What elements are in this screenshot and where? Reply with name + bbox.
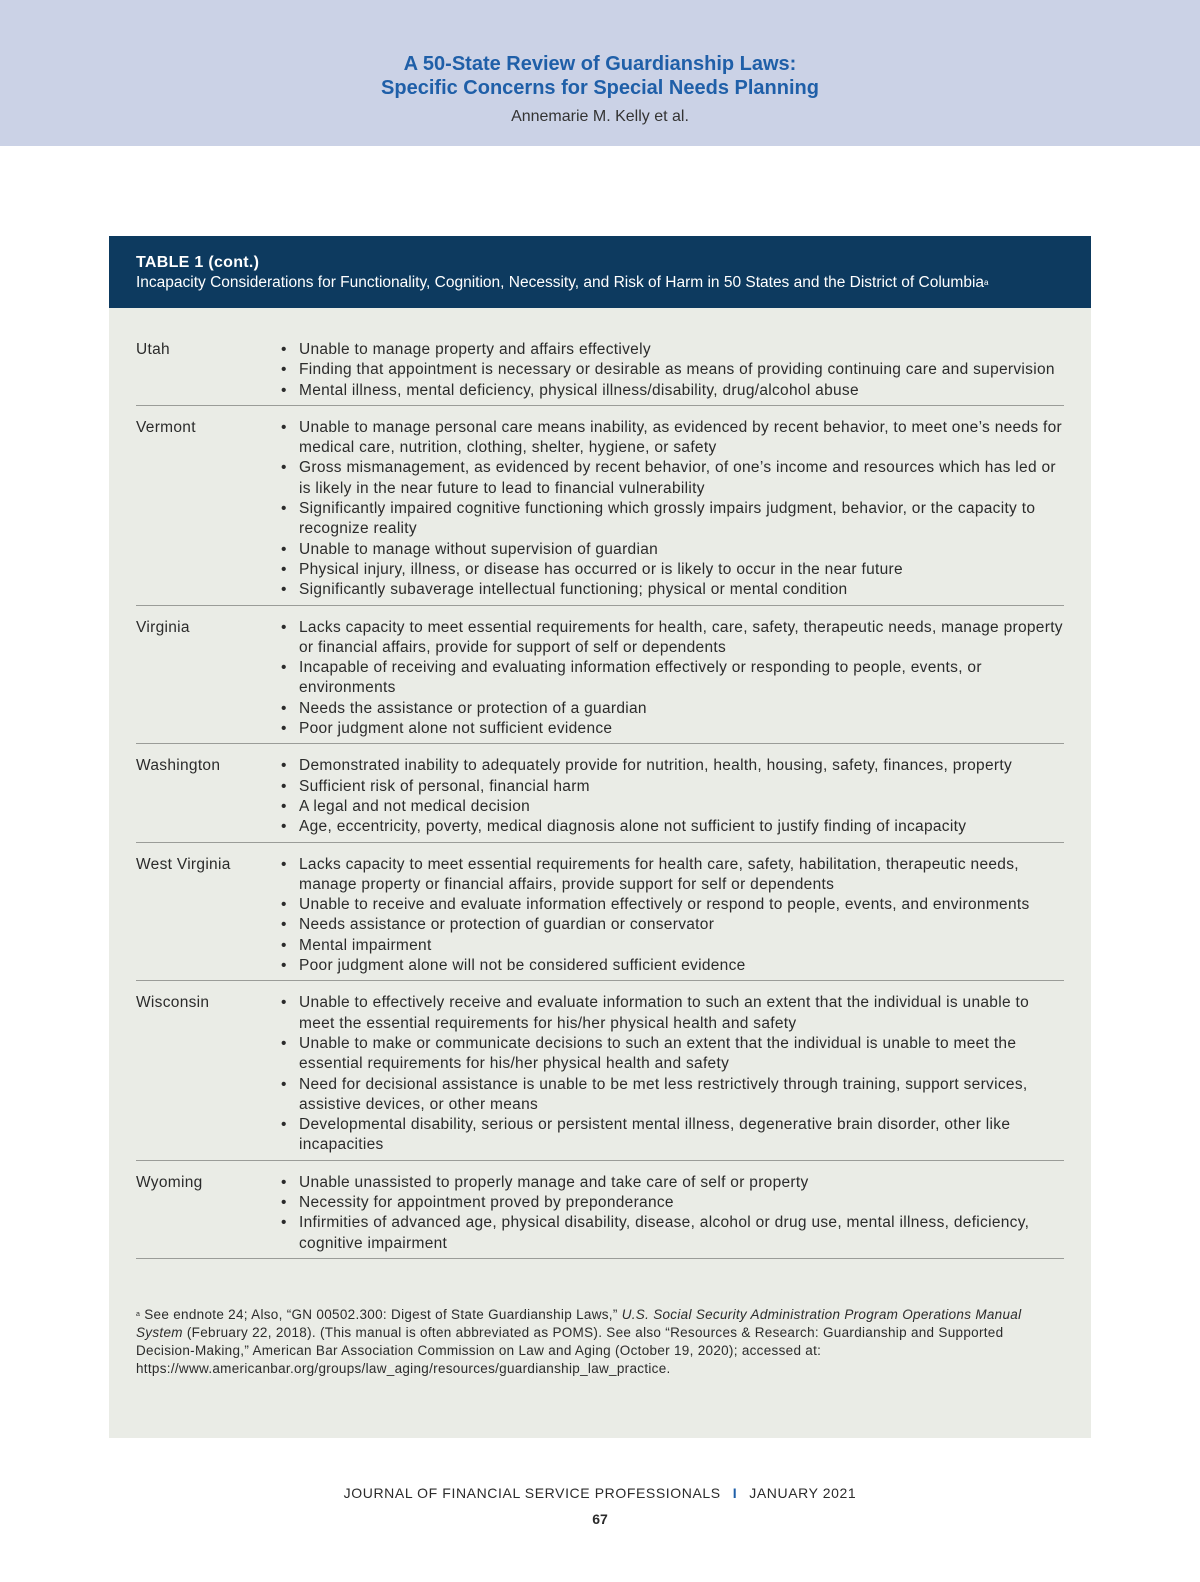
footnote-marker: a [136,1311,141,1318]
criteria-item: • Unable to manage without supervision of guardian [281,540,1064,560]
criteria-item: • Unable unassisted to properly manage and take care of self or property [281,1173,1064,1193]
table-row [136,340,1064,406]
table-caption [136,273,1063,293]
article-title [0,0,1200,100]
criteria-item: • A legal and not medical decision [281,797,1064,817]
criteria-item: • Physical injury, illness, or disease has occurred or is likely to occur in the near future [281,560,1064,580]
state-name: Utah [136,341,170,358]
state-name: Virginia [136,618,190,636]
criteria-item: • Significantly impaired cognitive functioning which grossly impairs judgment, behavior, or the capacity to recognize reality [281,499,1064,540]
criteria-item: • Mental impairment [281,936,1064,956]
criteria-list [281,1173,1064,1254]
criteria-item: • Unable to receive and evaluate information effectively or respond to people, events, and environments [281,895,1064,915]
criteria-item: • Mental illness, mental deficiency, physical illness/disability, drug/alcohol abuse [281,381,1064,401]
state-name: Vermont [136,418,196,436]
page-number: 67 [592,1511,608,1527]
article-author: Annemarie M. Kelly et al. [511,108,689,125]
table-caption-footnote-marker: a [984,278,989,287]
criteria-item: • Unable to manage property and affairs effectively [281,340,1064,360]
criteria-item: • Incapable of receiving and evaluating information effectively or responding to people, events, or environments [281,658,1064,699]
criteria-item: • Needs assistance or protection of guardian or conservator [281,915,1064,935]
table-footnote [136,1306,1066,1378]
table-header [109,236,1091,308]
criteria-item: • Unable to make or communicate decisions to such an extent that the individual is unable to meet the essential requirements for his/her physical health and safety [281,1034,1064,1075]
criteria-item: • Finding that appointment is necessary or desirable as means of providing continuing care and supervision [281,360,1064,380]
table-row [136,1161,1064,1259]
criteria-item: • Age, eccentricity, poverty, medical diagnosis alone not sufficient to justify finding of incapacity [281,817,1064,837]
footnote-text-after: (February 22, 2018). (This manual is often abbreviated as POMS). See also “Resources & Research: Guardianship and Supported Decision-Making,” American Bar Association Commission on Law and Aging (October 19, 2020); accessed at: https://www.americanbar.org/groups/law_aging/resources/guardianship_law_practice. [136,1325,1004,1376]
table-label: TABLE 1 (cont.) [136,254,260,271]
table-card [109,236,1091,1438]
criteria-list [281,618,1064,740]
criteria-item: • Lacks capacity to meet essential requirements for health care, safety, habilitation, therapeutic needs, manage property or financial affairs, provide support for self or dependents [281,855,1064,896]
criteria-list [281,756,1064,837]
footnote-text-before: See endnote 24; Also, “GN 00502.300: Digest of State Guardianship Laws,” [140,1307,622,1322]
state-name: Wisconsin [136,994,210,1012]
criteria-list [281,418,1064,601]
journal-name: JOURNAL OF FINANCIAL SERVICE PROFESSIONALS [343,1485,721,1501]
table-row [136,744,1064,842]
table-row [136,406,1064,606]
criteria-item: • Poor judgment alone will not be considered sufficient evidence [281,956,1064,976]
criteria-item: • Infirmities of advanced age, physical disability, disease, alcohol or drug use, mental illness, deficiency, cognitive impairment [281,1213,1064,1254]
footnote-italic-title: U.S. Social Security Administration Program Operations Manual System [136,1307,1022,1340]
footer-separator: I [732,1485,738,1501]
article-title-line2: Specific Concerns for Special Needs Planning [381,77,819,99]
table-body [136,340,1064,1259]
criteria-item: • Lacks capacity to meet essential requirements for health, care, safety, therapeutic needs, manage property or financial affairs, provide for support of self or dependents [281,618,1064,659]
state-name: Washington [136,757,221,775]
table-caption-text: Incapacity Considerations for Functionality, Cognition, Necessity, and Risk of Harm in 50 States and the District of Columbia [136,274,985,291]
table-row [136,606,1064,745]
criteria-list [281,855,1064,977]
table-row [136,843,1064,982]
criteria-item: • Demonstrated inability to adequately provide for nutrition, health, housing, safety, finances, property [281,756,1064,776]
article-title-line1: A 50-State Review of Guardianship Laws: [403,53,797,75]
criteria-item: • Unable to effectively receive and evaluate information to such an extent that the individual is unable to meet the essential requirements for his/her physical health and safety [281,993,1064,1034]
state-name: West Virginia [136,855,231,873]
criteria-item: • Significantly subaverage intellectual functioning; physical or mental condition [281,580,1064,600]
criteria-item: • Gross mismanagement, as evidenced by recent behavior, of one’s income and resources which has led or is likely in the near future to lead to financial vulnerability [281,458,1064,499]
criteria-item: • Need for decisional assistance is unable to be met less restrictively through training, support services, assistive devices, or other means [281,1075,1064,1116]
criteria-list [281,993,1064,1155]
page-footer [0,1485,1200,1501]
criteria-item: • Poor judgment alone not sufficient evidence [281,719,1064,739]
criteria-item: • Unable to manage personal care means inability, as evidenced by recent behavior, to meet one’s needs for medical care, nutrition, clothing, shelter, hygiene, or safety [281,418,1064,459]
criteria-item: • Sufficient risk of personal, financial harm [281,777,1064,797]
criteria-list [281,340,1064,401]
criteria-item: • Needs the assistance or protection of a guardian [281,699,1064,719]
table-row [136,981,1064,1160]
article-header [0,0,1200,146]
criteria-item: • Necessity for appointment proved by preponderance [281,1193,1064,1213]
issue-date: JANUARY 2021 [749,1485,857,1501]
state-name: Wyoming [136,1173,203,1191]
criteria-item: • Developmental disability, serious or persistent mental illness, degenerative brain disorder, other like incapacities [281,1115,1064,1156]
